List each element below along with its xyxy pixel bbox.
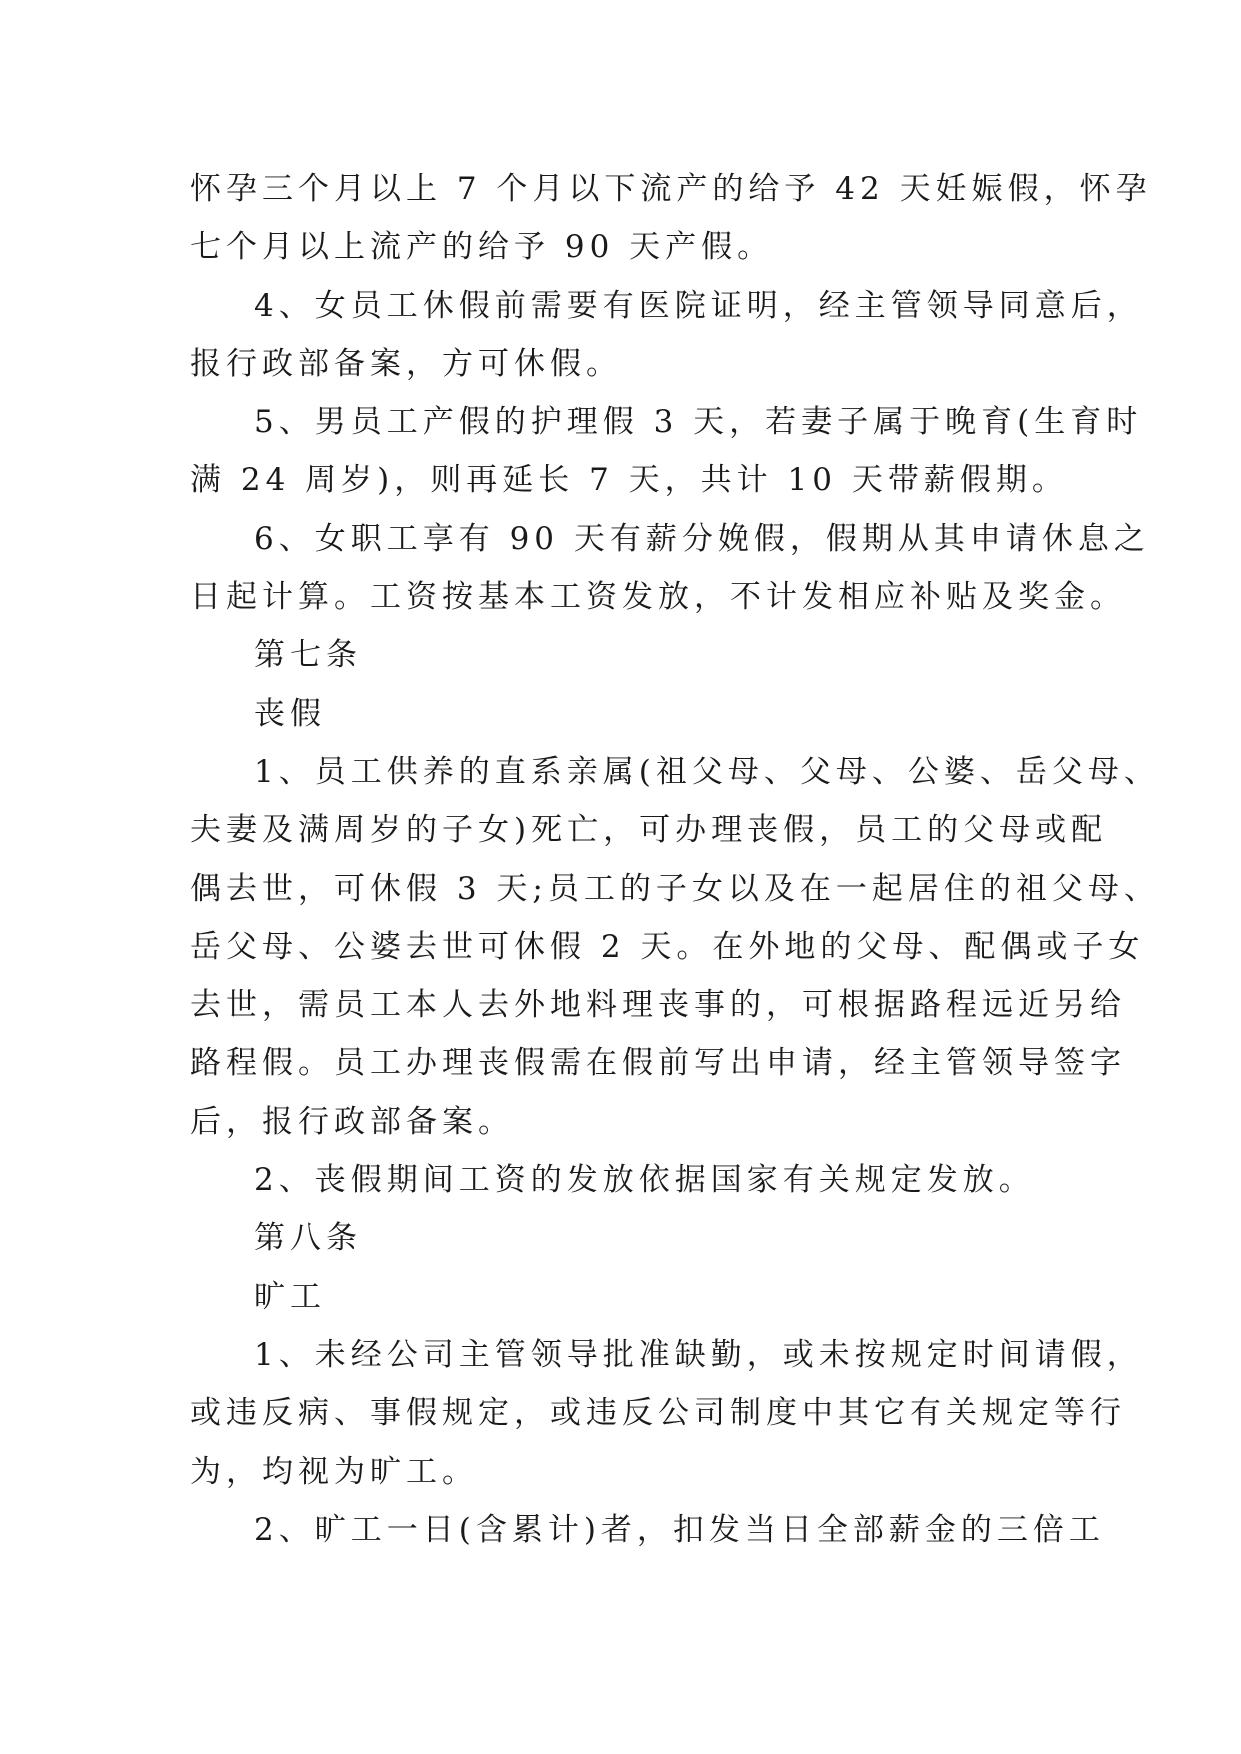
text-line: 夫妻及满周岁的子女)死亡，可办理丧假，员工的父母或配 [190, 812, 1108, 849]
text-line: 丧假 [254, 695, 326, 732]
text-line: 偶去世，可休假 3 天;员工的子女以及在一起居住的祖父母、 [190, 870, 1160, 907]
document-body [190, 160, 1160, 1559]
text-line: 或违反病、事假规定，或违反公司制度中其它有关规定等行 [190, 1395, 1126, 1432]
text-line: 怀孕三个月以上 7 个月以下流产的给予 42 天妊娠假，怀孕 [190, 171, 1152, 207]
text-line: 七个月以上流产的给予 90 天产假。 [190, 229, 774, 266]
text-line: 第七条 [254, 637, 362, 674]
text-line: 旷工 [254, 1278, 326, 1315]
text-line: 日起计算。工资按基本工资发放，不计发相应补贴及奖金。 [190, 579, 1126, 616]
text-line: 岳父母、公婆去世可休假 2 天。在外地的父母、配偶或子女 [190, 928, 1145, 965]
text-line: 第八条 [254, 1220, 362, 1257]
text-line: 去世，需员工本人去外地料理丧事的，可根据路程远近另给 [190, 987, 1126, 1024]
text-line: 报行政部备案，方可休假。 [190, 345, 622, 382]
text-line: 为，均视为旷工。 [190, 1453, 478, 1490]
text-line: 5、男员工产假的护理假 3 天，若妻子属于晚育(生育时 [254, 404, 1143, 441]
text-line: 1、员工供养的直系亲属(祖父母、父母、公婆、岳父母、 [254, 753, 1160, 790]
text-line: 6、女职工享有 90 天有薪分娩假，假期从其申请休息之 [254, 520, 1150, 557]
text-line: 满 24 周岁)，则再延长 7 天，共计 10 天带薪假期。 [190, 462, 1068, 499]
text-line: 2、丧假期间工资的发放依据国家有关规定发放。 [254, 1162, 1035, 1199]
text-line: 4、女员工休假前需要有医院证明，经主管领导同意后， [254, 287, 1143, 324]
text-line: 路程假。员工办理丧假需在假前写出申请，经主管领导签字 [190, 1045, 1126, 1082]
text-line: 后，报行政部备案。 [190, 1103, 514, 1140]
text-line: 2、旷工一日(含累计)者，扣发当日全部薪金的三倍工 [254, 1511, 1105, 1548]
text-line: 1、未经公司主管领导批准缺勤，或未按规定时间请假， [254, 1336, 1143, 1373]
